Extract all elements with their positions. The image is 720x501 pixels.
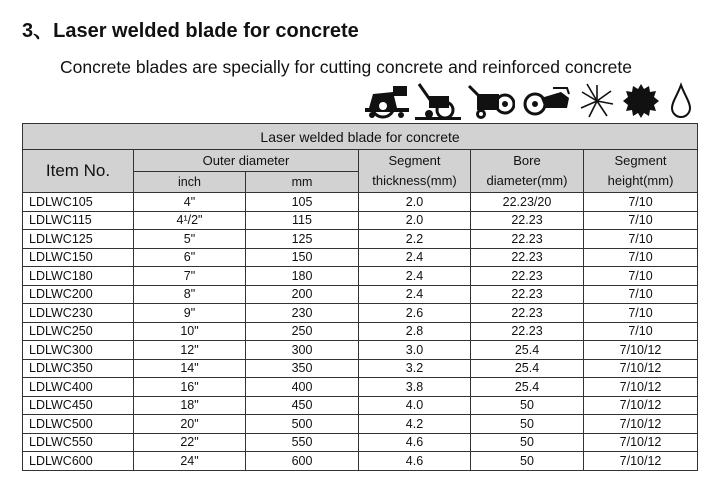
cell-item-no: LDLWC550 [23,433,134,452]
cell-bore: 50 [471,452,584,471]
cell-height: 7/10/12 [584,433,698,452]
cell-item-no: LDLWC250 [23,322,134,341]
col-header-outer-diameter: Outer diameter [134,150,359,172]
table-row [23,230,698,249]
table-row [23,304,698,323]
cell-item-no: LDLWC180 [23,267,134,286]
cell-height: 7/10 [584,285,698,304]
col-header-thickness-line2: thickness(mm) [372,173,457,188]
cell-bore: 22.23 [471,211,584,230]
cell-mm: 180 [246,267,359,286]
cell-thickness: 2.0 [359,193,471,212]
cell-thickness: 2.2 [359,230,471,249]
cell-inch: 8" [134,285,246,304]
table-row [23,433,698,452]
walk-behind-saw-icon [415,82,461,125]
application-icons [363,82,703,122]
handheld-saw-icon [523,82,573,125]
cell-height: 7/10 [584,322,698,341]
cell-thickness: 2.8 [359,322,471,341]
blade-spec-table [22,123,698,471]
table-row [23,452,698,471]
section-heading: 3、Laser welded blade for concrete [22,20,359,42]
cell-inch: 16" [134,378,246,397]
cell-inch: 9" [134,304,246,323]
col-header-inch: inch [134,172,246,193]
wall-saw-icon [467,82,515,125]
table-row [23,359,698,378]
cell-height: 7/10/12 [584,378,698,397]
table-row [23,267,698,286]
cell-mm: 200 [246,285,359,304]
cell-mm: 500 [246,415,359,434]
cell-thickness: 2.4 [359,267,471,286]
cell-height: 7/10/12 [584,452,698,471]
cell-bore: 50 [471,415,584,434]
cell-thickness: 4.2 [359,415,471,434]
cell-thickness: 2.6 [359,304,471,323]
cell-bore: 50 [471,433,584,452]
cell-mm: 600 [246,452,359,471]
cell-height: 7/10 [584,267,698,286]
cell-item-no: LDLWC300 [23,341,134,360]
cell-thickness: 4.0 [359,396,471,415]
col-header-segment-height [584,150,698,193]
cell-thickness: 3.8 [359,378,471,397]
water-drop-icon [669,82,693,125]
col-header-height-line2: height(mm) [607,173,674,188]
cell-bore: 25.4 [471,341,584,360]
sparks-icon [579,82,615,125]
cell-thickness: 2.0 [359,211,471,230]
cell-item-no: LDLWC200 [23,285,134,304]
cell-thickness: 4.6 [359,433,471,452]
cell-mm: 400 [246,378,359,397]
cell-item-no: LDLWC230 [23,304,134,323]
cell-bore: 22.23 [471,248,584,267]
cell-height: 7/10/12 [584,396,698,415]
cell-mm: 350 [246,359,359,378]
cell-thickness: 3.0 [359,341,471,360]
cell-item-no: LDLWC125 [23,230,134,249]
cell-bore: 22.23 [471,230,584,249]
cell-height: 7/10 [584,304,698,323]
cell-mm: 105 [246,193,359,212]
sawblade-icon [623,82,659,125]
cell-bore: 22.23 [471,285,584,304]
cell-item-no: LDLWC400 [23,378,134,397]
cell-mm: 300 [246,341,359,360]
cell-mm: 450 [246,396,359,415]
cell-bore: 22.23 [471,322,584,341]
cell-item-no: LDLWC115 [23,211,134,230]
cell-item-no: LDLWC350 [23,359,134,378]
cell-item-no: LDLWC105 [23,193,134,212]
cell-inch: 10" [134,322,246,341]
table-body [23,193,698,471]
col-header-height-line1: Segment [614,153,667,168]
table-row [23,396,698,415]
cell-mm: 115 [246,211,359,230]
section-subtitle: Concrete blades are specially for cutting concrete and reinforced concrete [60,57,632,77]
table-row [23,341,698,360]
floor-saw-icon [363,82,411,125]
cell-inch: 14" [134,359,246,378]
cell-inch: 5" [134,230,246,249]
col-header-bore-line1: Bore [513,153,541,168]
cell-thickness: 2.4 [359,285,471,304]
cell-inch: 20" [134,415,246,434]
cell-inch: 4" [134,193,246,212]
cell-inch: 4¹/2" [134,211,246,230]
cell-bore: 25.4 [471,378,584,397]
col-header-segment-thickness [359,150,471,193]
cell-bore: 22.23/20 [471,193,584,212]
cell-height: 7/10 [584,193,698,212]
cell-height: 7/10 [584,248,698,267]
cell-mm: 230 [246,304,359,323]
cell-mm: 150 [246,248,359,267]
col-header-bore-diameter [471,150,584,193]
cell-height: 7/10/12 [584,415,698,434]
col-header-bore-line2: diameter(mm) [486,173,568,188]
cell-bore: 50 [471,396,584,415]
table-row [23,248,698,267]
cell-mm: 550 [246,433,359,452]
cell-item-no: LDLWC150 [23,248,134,267]
cell-height: 7/10 [584,230,698,249]
col-header-item-no: Item No. [23,150,134,193]
col-header-mm: mm [246,172,359,193]
cell-inch: 22" [134,433,246,452]
cell-bore: 22.23 [471,267,584,286]
cell-inch: 7" [134,267,246,286]
cell-item-no: LDLWC450 [23,396,134,415]
table-row [23,415,698,434]
cell-item-no: LDLWC600 [23,452,134,471]
table-row [23,211,698,230]
cell-height: 7/10/12 [584,341,698,360]
cell-inch: 18" [134,396,246,415]
cell-mm: 250 [246,322,359,341]
cell-item-no: LDLWC500 [23,415,134,434]
cell-inch: 6" [134,248,246,267]
cell-bore: 25.4 [471,359,584,378]
cell-inch: 12" [134,341,246,360]
table-row [23,193,698,212]
cell-thickness: 4.6 [359,452,471,471]
col-header-thickness-line1: Segment [388,153,441,168]
table-title: Laser welded blade for concrete [23,124,698,150]
table-row [23,322,698,341]
cell-thickness: 3.2 [359,359,471,378]
cell-height: 7/10 [584,211,698,230]
cell-mm: 125 [246,230,359,249]
table-row [23,378,698,397]
cell-height: 7/10/12 [584,359,698,378]
cell-thickness: 2.4 [359,248,471,267]
table-row [23,285,698,304]
cell-bore: 22.23 [471,304,584,323]
cell-inch: 24" [134,452,246,471]
